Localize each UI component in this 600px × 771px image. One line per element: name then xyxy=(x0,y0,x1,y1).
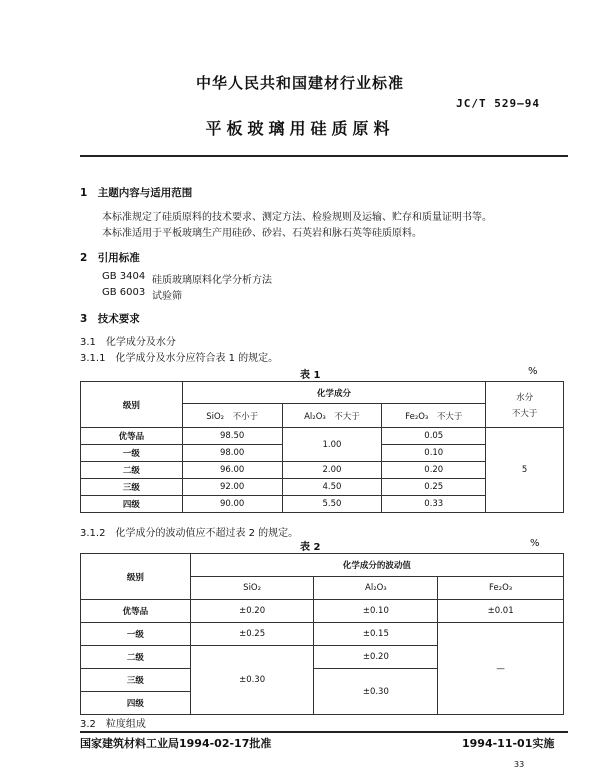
page-number: 33 xyxy=(514,760,525,769)
al2o3-cell: 2.00 xyxy=(282,462,382,479)
ref-1-code: GB 3404 xyxy=(102,271,146,282)
table-1-unit: % xyxy=(528,366,538,377)
section-3-1-1-text: 3.1.1 化学成分及水分应符合表 1 的规定。 xyxy=(80,353,279,364)
table-2-unit: % xyxy=(530,538,540,549)
sio2-cell: ±0.25 xyxy=(190,623,314,646)
fe2o3-cell: 0.25 xyxy=(382,479,486,496)
standard-code: JC/T 529—94 xyxy=(456,97,540,110)
section-1-paragraph-1: 本标准规定了硅质原料的技术要求、测定方法、检验规则及运输、贮存和质量证明书等。 xyxy=(102,212,492,223)
section-3-1-heading: 3.1 化学成分及水分 xyxy=(80,337,176,348)
table-1-caption: 表 1 xyxy=(300,370,321,381)
header-rule xyxy=(80,155,568,157)
sio2-cell: 98.00 xyxy=(182,445,282,462)
grade-cell: 二级 xyxy=(81,462,183,479)
grade-cell: 优等品 xyxy=(81,428,183,445)
water-cell: 5 xyxy=(486,428,564,513)
grade-cell: 三级 xyxy=(81,479,183,496)
table-2 xyxy=(80,553,564,715)
table-2-head-grade: 级别 xyxy=(81,554,191,600)
section-1-heading: 1 主题内容与适用范围 xyxy=(80,187,193,199)
section-2-heading: 2 引用标准 xyxy=(80,252,140,264)
table-2-col-fe2o3: Fe₂O₃ xyxy=(438,577,564,600)
fe2o3-cell: 0.10 xyxy=(382,445,486,462)
sio2-cell: 98.50 xyxy=(182,428,282,445)
section-3-heading: 3 技术要求 xyxy=(80,313,140,325)
table-row xyxy=(81,600,564,623)
section-3-1-2-text: 3.1.2 化学成分的波动值应不超过表 2 的规定。 xyxy=(80,528,299,539)
ref-2-text: 试验筛 xyxy=(152,291,182,302)
section-3-2-heading: 3.2 粒度组成 xyxy=(80,719,146,730)
table-1-col-al2o3: Al₂O₃ 不大于 xyxy=(282,404,382,428)
al2o3-merged-cell: 1.00 xyxy=(282,428,382,462)
al2o3-cell: 5.50 xyxy=(282,496,382,513)
fe2o3-cell: 0.33 xyxy=(382,496,486,513)
table-1-head-water-label: 水分 xyxy=(516,392,534,403)
ref-2-code: GB 6003 xyxy=(102,287,146,298)
table-2-col-sio2: SiO₂ xyxy=(190,577,314,600)
sio2-cell: 90.00 xyxy=(182,496,282,513)
table-row xyxy=(81,428,564,445)
table-1-head-water-limit: 不大于 xyxy=(511,408,538,419)
fe2o3-cell: ±0.01 xyxy=(438,600,564,623)
grade-cell: 三级 xyxy=(81,669,191,692)
grade-cell: 四级 xyxy=(81,692,191,715)
al2o3-merged-cell: ±0.30 xyxy=(314,669,438,715)
fe2o3-merged-cell: — xyxy=(438,623,564,715)
sio2-merged-cell: ±0.30 xyxy=(190,646,314,715)
grade-cell: 一级 xyxy=(81,623,191,646)
sio2-cell: 92.00 xyxy=(182,479,282,496)
implementation-date: 1994-11-01实施 xyxy=(462,737,555,750)
table-1-head-grade: 级别 xyxy=(81,382,183,428)
grade-cell: 二级 xyxy=(81,646,191,669)
table-2-col-al2o3: Al₂O₃ xyxy=(314,577,438,600)
ref-1-text: 硅质玻璃原料化学分析方法 xyxy=(152,275,272,286)
table-1 xyxy=(80,381,564,513)
table-1-head-water xyxy=(486,382,564,428)
grade-cell: 优等品 xyxy=(81,600,191,623)
al2o3-cell: ±0.10 xyxy=(314,600,438,623)
table-2-head-fluct: 化学成分的波动值 xyxy=(190,554,563,577)
fe2o3-cell: 0.05 xyxy=(382,428,486,445)
table-row xyxy=(81,623,564,646)
document-title: 平板玻璃用硅质原料 xyxy=(205,119,395,138)
section-1-paragraph-2: 本标准适用于平板玻璃生产用硅砂、砂岩、石英岩和脉石英等硅质原料。 xyxy=(102,228,422,239)
sio2-cell: 96.00 xyxy=(182,462,282,479)
table-1-col-fe2o3: Fe₂O₃ 不大于 xyxy=(382,404,486,428)
table-1-head-chem: 化学成分 xyxy=(182,382,485,404)
table-2-caption: 表 2 xyxy=(300,542,321,553)
footer-rule xyxy=(80,731,568,733)
grade-cell: 一级 xyxy=(81,445,183,462)
org-title: 中华人民共和国建材行业标准 xyxy=(195,74,404,92)
grade-cell: 四级 xyxy=(81,496,183,513)
fe2o3-cell: 0.20 xyxy=(382,462,486,479)
al2o3-cell: ±0.20 xyxy=(314,646,438,669)
approval-text: 国家建筑材料工业局1994-02-17批准 xyxy=(80,737,272,750)
table-1-col-sio2: SiO₂ 不小于 xyxy=(182,404,282,428)
al2o3-cell: 4.50 xyxy=(282,479,382,496)
al2o3-cell: ±0.15 xyxy=(314,623,438,646)
sio2-cell: ±0.20 xyxy=(190,600,314,623)
